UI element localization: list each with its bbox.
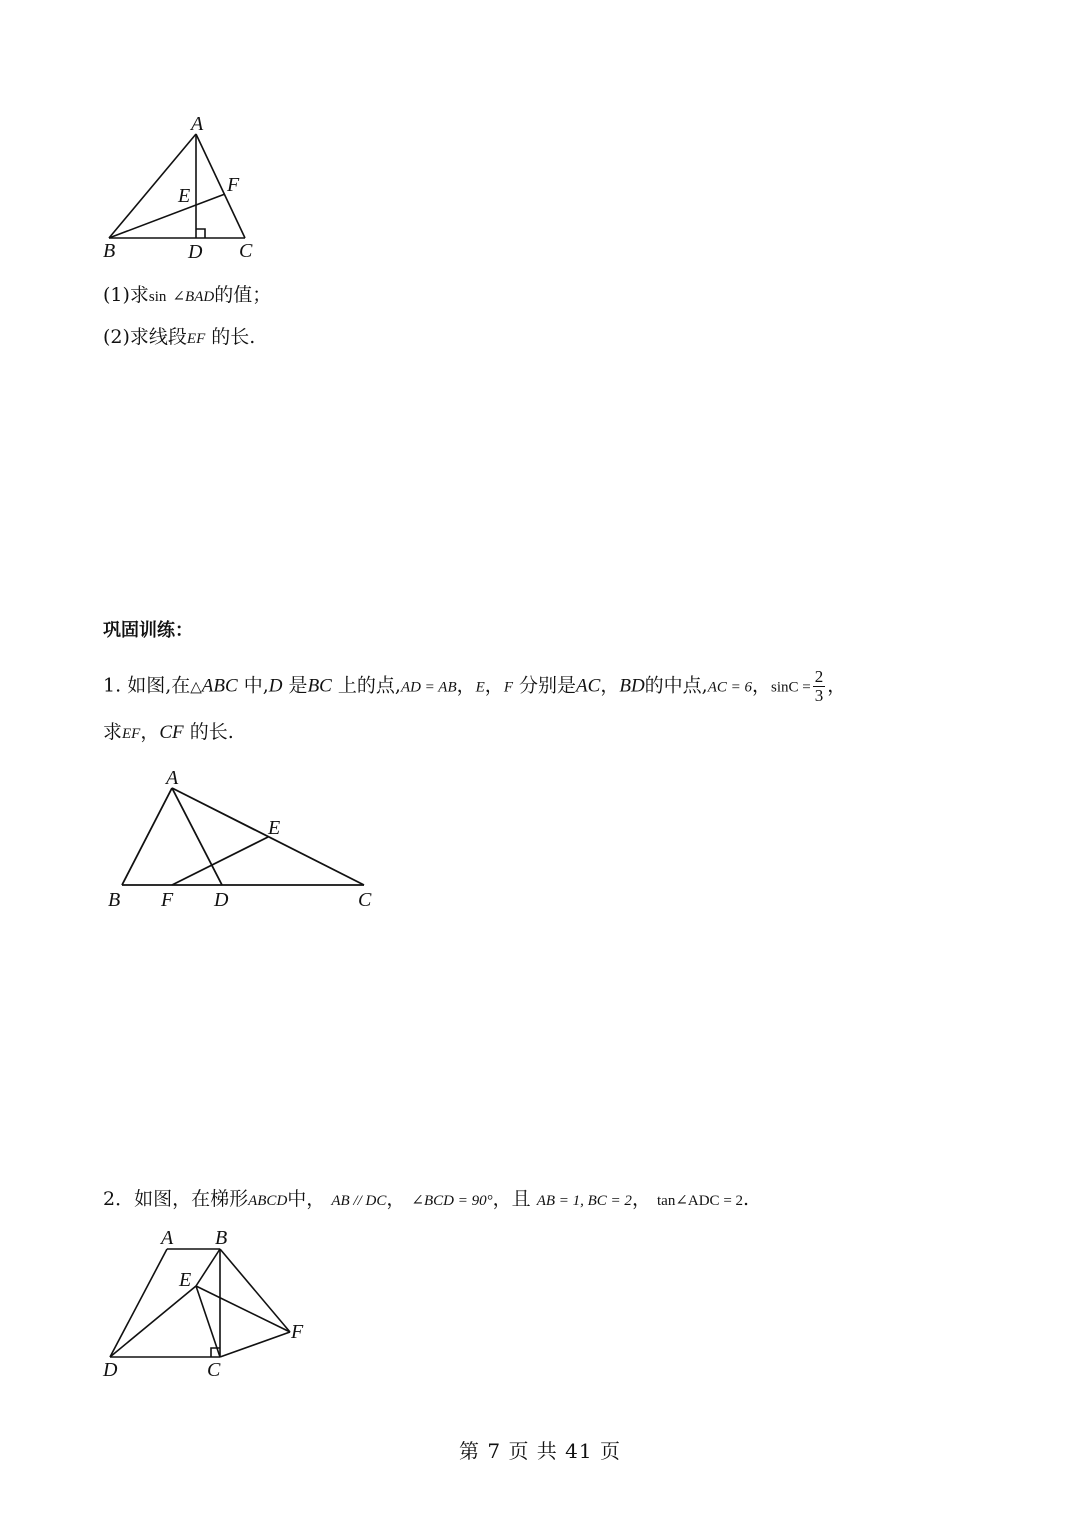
segment-cf: [220, 1332, 290, 1357]
problem-1-line-1: 1. 如图,在△ABC 中,D 是BC 上的点,AD = AB，E，F 分别是AC，BD的中点,AC = 6，sinC = $\frac{2}{3}$ ，: [103, 667, 847, 705]
label-f: F: [227, 174, 240, 196]
label-c: C: [239, 240, 253, 262]
segment-ef: [196, 1286, 290, 1332]
label-d: D: [214, 889, 229, 911]
label-d: D: [188, 241, 203, 263]
segment-be: [196, 1249, 220, 1286]
label-b: B: [103, 240, 116, 262]
segment-ad: [110, 1249, 167, 1357]
label-e: E: [178, 185, 191, 207]
label-a: A: [191, 113, 204, 135]
section-title: 巩固训练：: [103, 620, 193, 641]
label-f: F: [291, 1321, 304, 1343]
label-c: C: [207, 1359, 221, 1381]
question-1: (1)求sin ∠BAD的值；: [103, 284, 272, 306]
label-e: E: [179, 1269, 192, 1291]
right-angle-mark: [196, 229, 205, 238]
segment-fe: [172, 837, 268, 885]
figure-trapezoid-abcd: [95, 1222, 325, 1387]
page-footer: 第 7 页 共 41 页: [459, 1439, 621, 1463]
label-a: A: [161, 1227, 174, 1249]
segment-bf: [220, 1249, 290, 1332]
label-d: D: [103, 1359, 118, 1381]
figure-triangle-abc-2: [100, 762, 390, 917]
fraction-two-thirds: $\frac{2}{3}$: [814, 667, 824, 705]
label-e: E: [268, 817, 281, 839]
label-c: C: [358, 889, 372, 911]
label-a: A: [166, 767, 179, 789]
segment-de: [110, 1286, 196, 1357]
figure-triangle-abc: [95, 108, 275, 268]
question-2: (2)求线段EF 的长.: [103, 326, 256, 348]
problem-1-line-2: 求EF，CF 的长.: [103, 721, 234, 743]
problem-2-line-1: 2．如图，在梯形ABCD中， AB // DC， ∠BCD = 90°，且 AB = 1, BC = 2， tan∠ADC = 2.: [103, 1188, 750, 1210]
label-f: F: [161, 889, 174, 911]
label-b: B: [108, 889, 121, 911]
label-b: B: [215, 1227, 228, 1249]
segment-ab: [122, 788, 172, 885]
segment-ad: [172, 788, 222, 885]
